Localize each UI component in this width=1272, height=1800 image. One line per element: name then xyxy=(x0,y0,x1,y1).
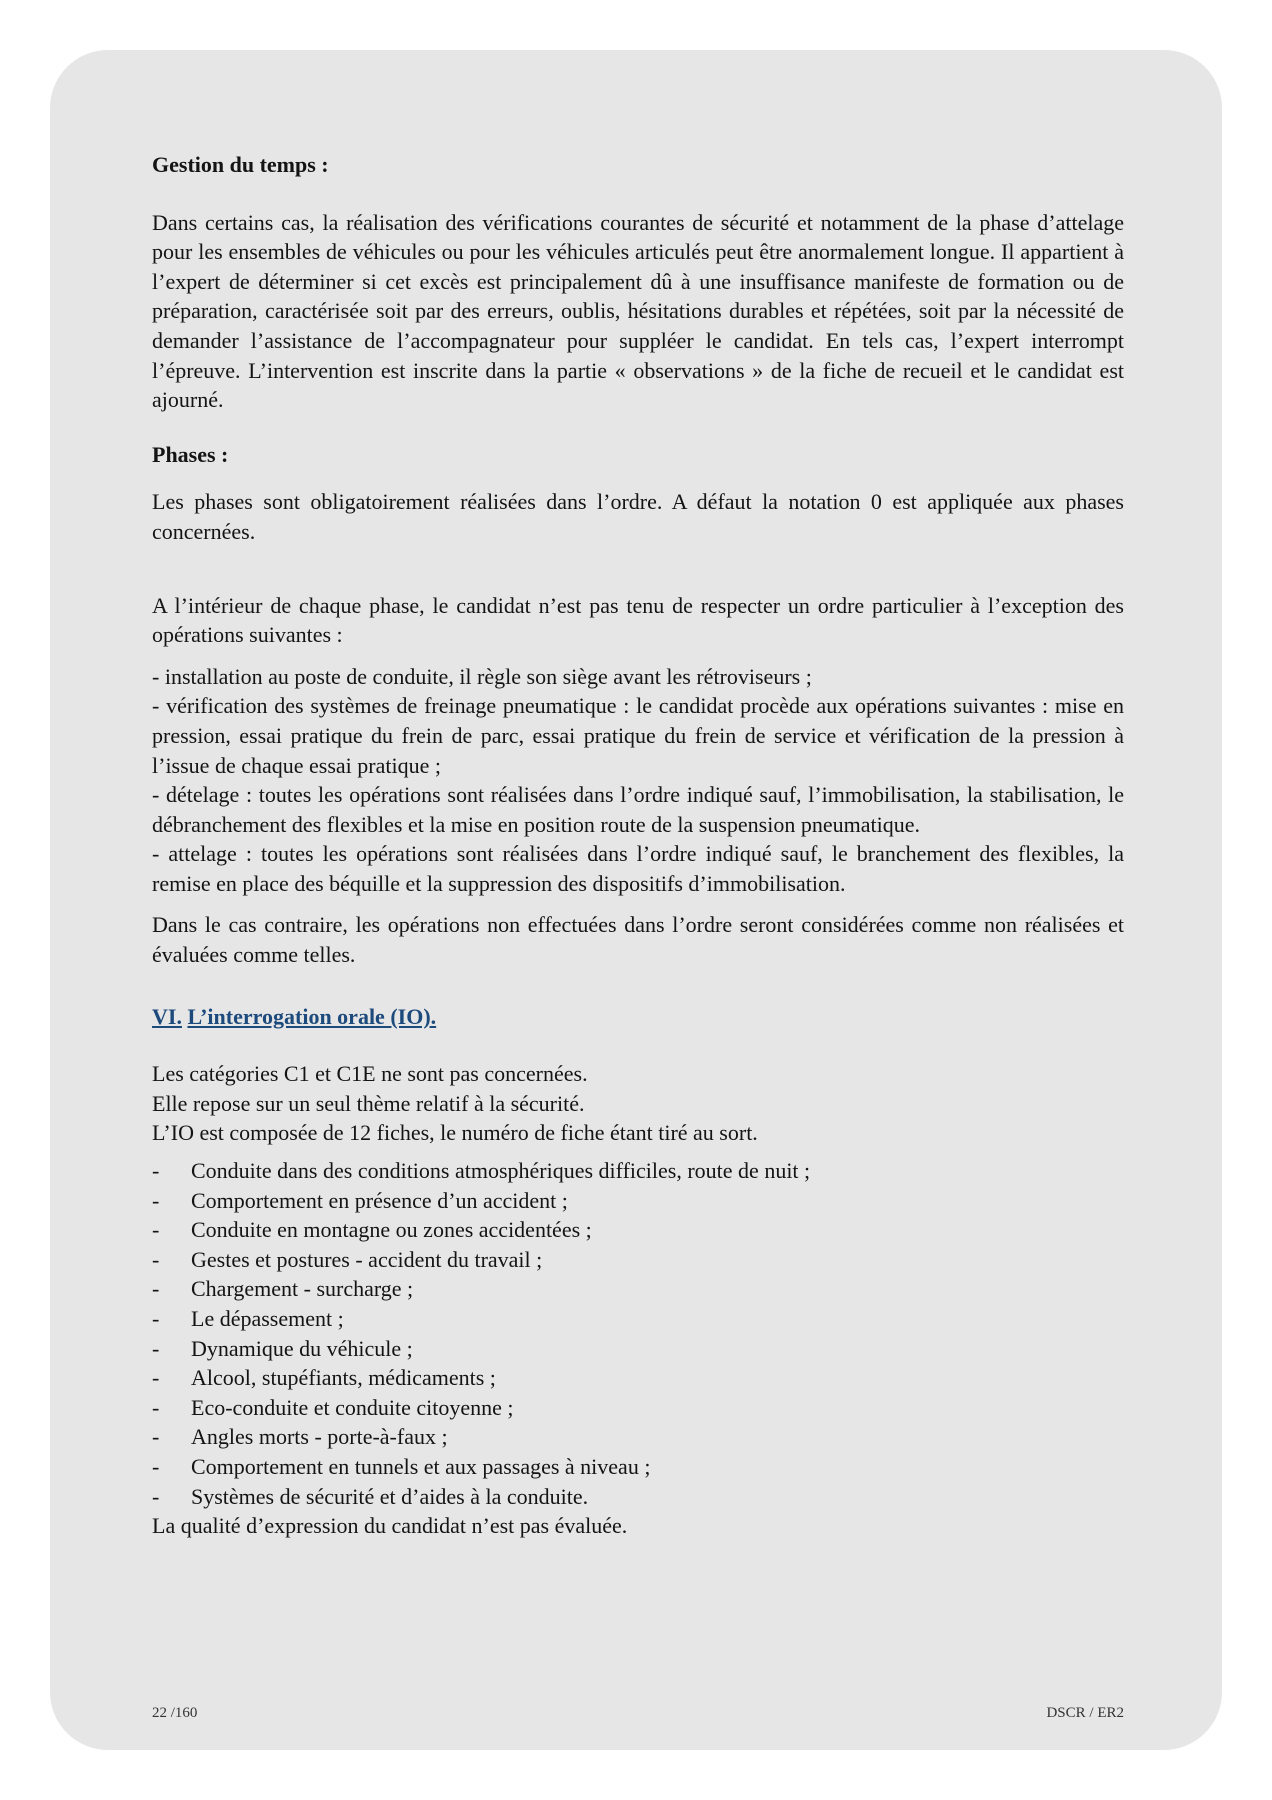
bullet-dash: - xyxy=(152,1483,160,1509)
operations-list xyxy=(152,662,1124,899)
bullet-dash: - xyxy=(152,1276,160,1302)
topic-item xyxy=(152,1363,1124,1393)
topic-item xyxy=(152,1274,1124,1304)
paragraph-gestion: Dans certains cas, la réalisation des vérifications courantes de sécurité et notamment de la phase d’attelage pour les ensembles de véhicules ou pour les véhicules articulés peut être anormalement longue. Il appartient à l’expert de déterminer si cet excès est principalement dû à une insuffisance manifeste de formation ou de préparation, caractérisée soit par des erreurs, oublis, hésitations durables et répétées, soit par la nécessité de demander l’assistance de l’accompagnateur pour suppléer le candidat. En tels cas, l’expert interrompt l’épreuve. L’intervention est inscrite dans la partie « observations » de la fiche de recueil et le candidat est ajourné. xyxy=(152,209,1124,413)
bullet-dash: - xyxy=(152,1335,160,1361)
section-vi-number: VI. xyxy=(152,1003,182,1029)
topic-text: Eco-conduite et conduite citoyenne ; xyxy=(191,1394,514,1420)
heading-gestion-du-temps: Gestion du temps : xyxy=(152,152,329,177)
bullet-dash: - xyxy=(152,1306,160,1331)
operation-item: - dételage : toutes les opérations sont réalisées dans l’ordre indiqué sauf, l’immobilisation, la stabilisation, le débranchement des flexibles et la mise en position route de la suspension pneumatique. xyxy=(152,782,1124,837)
topic-text: Alcool, stupéfiants, médicaments ; xyxy=(191,1365,496,1391)
topic-item xyxy=(152,1245,1124,1275)
topic-text: Le dépassement ; xyxy=(191,1306,344,1331)
topic-item xyxy=(152,1334,1124,1364)
paragraph-phases-contrary: Dans le cas contraire, les opérations non effectuées dans l’ordre seront considérées comme non réalisées et évaluées comme telles. xyxy=(152,912,1124,968)
topic-text: Conduite en montagne ou zones accidentées ; xyxy=(191,1217,592,1243)
intro-line: Elle repose sur un seul thème relatif à la sécurité. xyxy=(152,1090,585,1116)
topic-text: Systèmes de sécurité et d’aides à la conduite. xyxy=(191,1483,589,1509)
footer-reference: DSCR / ER2 xyxy=(1046,1705,1124,1721)
topic-item xyxy=(152,1482,1124,1512)
document-body xyxy=(152,150,1124,1541)
section-vi-title xyxy=(152,1002,1124,1032)
operation-item: - vérification des systèmes de freinage pneumatique : le candidat procède aux opérations suivantes : mise en pression, essai pratique du frein de parc, essai pratique du frein de service et vérification de la pression à l’issue de chaque essai pratique ; xyxy=(152,693,1124,778)
topic-text: Angles morts - porte-à-faux ; xyxy=(191,1424,448,1450)
topics-list xyxy=(152,1156,1124,1511)
topic-text: Chargement - surcharge ; xyxy=(191,1276,414,1302)
bullet-dash: - xyxy=(152,1217,160,1243)
heading-phases: Phases : xyxy=(152,441,229,467)
bullet-dash: - xyxy=(152,1158,160,1184)
topic-text: Comportement en tunnels et aux passages à niveau ; xyxy=(191,1453,651,1479)
bullet-dash: - xyxy=(152,1424,160,1450)
topic-item xyxy=(152,1422,1124,1452)
topic-text: Conduite dans des conditions atmosphériques difficiles, route de nuit ; xyxy=(191,1158,811,1184)
topic-item xyxy=(152,1215,1124,1245)
bullet-dash: - xyxy=(152,1453,160,1479)
section-vi-intro xyxy=(152,1059,1124,1148)
bullet-dash: - xyxy=(152,1394,160,1420)
footer-page-number: 22 /160 xyxy=(152,1705,198,1721)
operation-item: - installation au poste de conduite, il règle son siège avant les rétroviseurs ; xyxy=(152,663,812,689)
topic-item xyxy=(152,1452,1124,1482)
paragraph-phases-exceptions: A l’intérieur de chaque phase, le candidat n’est pas tenu de respecter un ordre particulier à l’exception des opérations suivantes : xyxy=(152,592,1124,648)
topic-item xyxy=(152,1393,1124,1423)
topic-item xyxy=(152,1156,1124,1186)
section-vi-heading: L’interrogation orale (IO). xyxy=(187,1003,437,1029)
paragraph-phases-order: Les phases sont obligatoirement réalisées dans l’ordre. A défaut la notation 0 est appliquée aux phases concernées. xyxy=(152,489,1124,544)
topic-text: Dynamique du véhicule ; xyxy=(191,1335,413,1361)
operation-item: - attelage : toutes les opérations sont réalisées dans l’ordre indiqué sauf, le branchement des flexibles, la remise en place des béquille et la suppression des dispositifs d’immobilisation. xyxy=(152,841,1124,896)
intro-line: Les catégories C1 et C1E ne sont pas concernées. xyxy=(152,1061,588,1087)
bullet-dash: - xyxy=(152,1187,160,1213)
intro-line: L’IO est composée de 12 fiches, le numéro de fiche étant tiré au sort. xyxy=(152,1120,758,1146)
topic-item xyxy=(152,1186,1124,1216)
closing-line: La qualité d’expression du candidat n’est pas évaluée. xyxy=(152,1513,628,1539)
topic-item xyxy=(152,1304,1124,1334)
topic-text: Comportement en présence d’un accident ; xyxy=(191,1187,568,1213)
bullet-dash: - xyxy=(152,1365,160,1391)
bullet-dash: - xyxy=(152,1246,160,1272)
topic-text: Gestes et postures - accident du travail ; xyxy=(191,1246,543,1272)
